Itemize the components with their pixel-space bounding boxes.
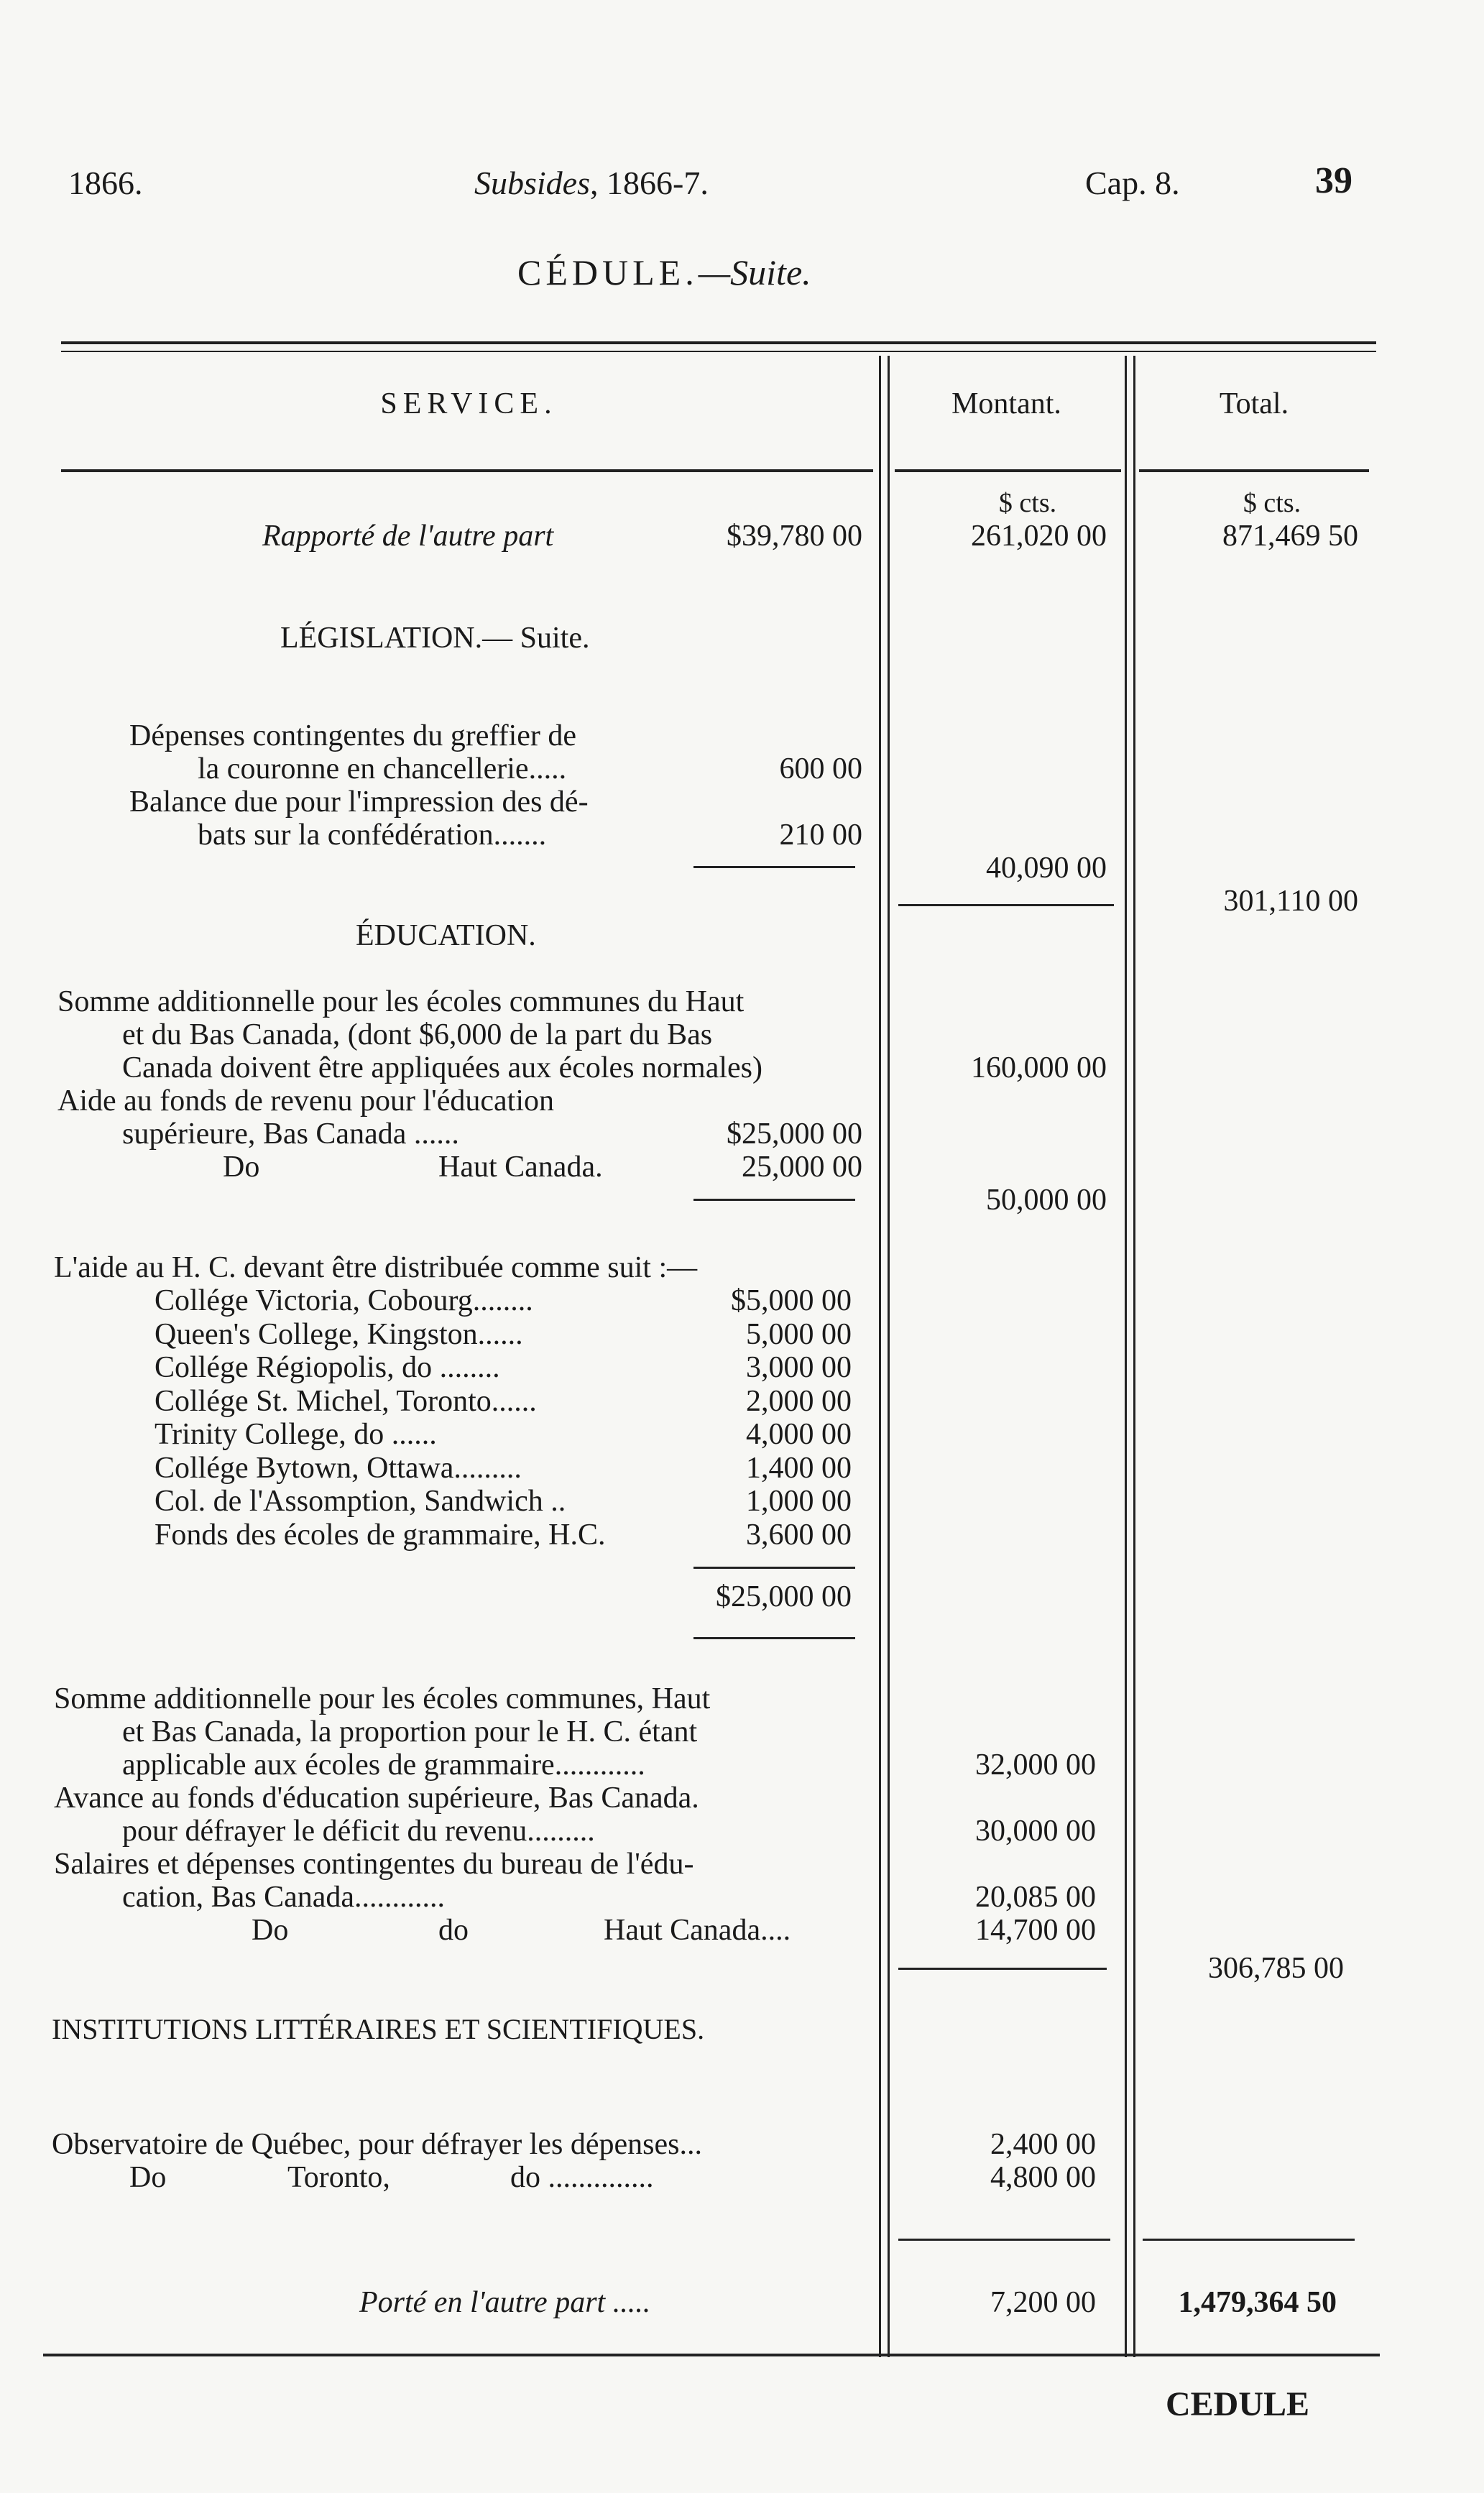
legislation-montant-rule (898, 904, 1114, 906)
carried-in-total: 871,469 50 (1222, 520, 1358, 553)
schedule-title-suffix: —Suite. (698, 252, 811, 292)
header-cap: Cap. 8. (1085, 165, 1180, 201)
college-amount: 1,000 00 (746, 1485, 852, 1518)
header-year: 1866. (68, 165, 143, 201)
institutions-item1-label: Observatoire de Québec, pour défrayer les dépenses... (52, 2128, 702, 2161)
institutions-total-rule (1143, 2239, 1355, 2241)
col-divider-1a (879, 356, 881, 2357)
college-name: Collége Bytown, Ottawa......... (155, 1451, 522, 1485)
education-subtotal-rule (693, 1199, 855, 1201)
schedule-title-main: CÉDULE. (517, 252, 699, 292)
college-name: Collége Victoria, Cobourg........ (155, 1284, 533, 1317)
colleges-bottom-rule (693, 1637, 855, 1639)
education-item2-line2: supérieure, Bas Canada ...... (122, 1118, 459, 1151)
col-divider-1b (888, 356, 890, 2357)
legislation-heading: LÉGISLATION.— Suite. (280, 622, 590, 655)
education-item2-montant: 50,000 00 (986, 1184, 1107, 1217)
institutions-item2-label: Toronto, (287, 2161, 390, 2194)
legislation-item1-line2: la couronne en chancellerie..... (198, 752, 567, 785)
education-item7-do2: do (438, 1914, 469, 1947)
unit-total: $ cts. (1243, 488, 1301, 518)
education-item1-line3: Canada doivent être appliquées aux écoles normales) (122, 1051, 762, 1084)
legislation-total: 301,110 00 (1223, 885, 1358, 918)
education-item5-line1: Avance au fonds d'éducation supérieure, Bas Canada. (54, 1782, 699, 1815)
legislation-item2-amount: 210 00 (779, 819, 862, 852)
legislation-montant: 40,090 00 (986, 852, 1107, 885)
education-item6-line2: cation, Bas Canada............ (122, 1881, 446, 1914)
colleges-top-rule (693, 1567, 855, 1569)
college-name: Collége St. Michel, Toronto...... (155, 1384, 537, 1418)
header-rule-service (61, 469, 873, 472)
college-amount: 5,000 00 (746, 1317, 852, 1351)
education-item2-amount: $25,000 00 (727, 1118, 862, 1151)
education-montant-rule (898, 1968, 1107, 1970)
college-name: Queen's College, Kingston...... (155, 1317, 523, 1351)
college-amount: 3,600 00 (746, 1518, 852, 1552)
education-item7-do: Do (252, 1914, 289, 1947)
college-name: Col. de l'Assomption, Sandwich .. (155, 1485, 566, 1518)
education-item1-montant: 160,000 00 (971, 1051, 1107, 1084)
header-rule-total (1139, 469, 1369, 472)
col-header-service: SERVICE. (380, 387, 558, 420)
legislation-subtotal-rule (693, 866, 855, 868)
college-amount: 2,000 00 (746, 1384, 852, 1418)
institutions-item2-do: Do (129, 2161, 167, 2194)
college-name: Collége Régiopolis, do ........ (155, 1351, 500, 1384)
institutions-item2-montant: 4,800 00 (990, 2161, 1096, 2194)
col-header-total: Total. (1219, 387, 1289, 420)
education-item2-line1: Aide au fonds de revenu pour l'éducation (57, 1084, 555, 1118)
col-header-montant: Montant. (951, 387, 1061, 420)
education-heading: ÉDUCATION. (356, 919, 536, 952)
education-item4-line3: applicable aux écoles de grammaire............ (122, 1748, 645, 1782)
college-amount: 3,000 00 (746, 1351, 852, 1384)
header-title-suffix: , 1866-7. (590, 165, 709, 201)
catchword: CEDULE (1166, 2385, 1310, 2423)
college-amount: 4,000 00 (746, 1418, 852, 1451)
education-item4-line1: Somme additionnelle pour les écoles communes, Haut (54, 1682, 711, 1715)
header-rule-montant (895, 469, 1121, 472)
legislation-item2-line1: Balance due pour l'impression des dé- (129, 785, 589, 819)
institutions-item1-montant: 2,400 00 (990, 2128, 1096, 2161)
college-amount: 1,400 00 (746, 1451, 852, 1485)
college-name: Fonds des écoles de grammaire, H.C. (155, 1518, 606, 1552)
legislation-item1-line1: Dépenses contingentes du greffier de (129, 719, 577, 752)
education-item3-label: Haut Canada. (438, 1151, 603, 1184)
education-item6-montant: 20,085 00 (975, 1881, 1096, 1914)
header-title-main: Subsides (474, 165, 590, 201)
education-item4-montant: 32,000 00 (975, 1748, 1096, 1782)
education-item3-do: Do (223, 1151, 260, 1184)
carried-out-total: 1,479,364 50 (1178, 2286, 1337, 2319)
table-top-rule-2 (61, 351, 1376, 352)
institutions-item2-do2: do .............. (510, 2161, 654, 2194)
col-divider-2b (1133, 356, 1135, 2357)
page-number: 39 (1315, 160, 1352, 201)
col-divider-2a (1125, 356, 1127, 2357)
institutions-montant-rule (898, 2239, 1110, 2241)
legislation-item2-line2: bats sur la confédération....... (198, 819, 547, 852)
college-name: Trinity College, do ...... (155, 1418, 437, 1451)
carried-in-montant: 261,020 00 (971, 520, 1107, 553)
college-amount: $5,000 00 (731, 1284, 852, 1317)
table-bottom-rule (43, 2354, 1380, 2356)
education-item3-amount: 25,000 00 (742, 1151, 862, 1184)
carried-in-label: Rapporté de l'autre part (262, 520, 554, 553)
education-item7-montant: 14,700 00 (975, 1914, 1096, 1947)
legislation-item1-amount: 600 00 (779, 752, 862, 785)
colleges-total: $25,000 00 (716, 1580, 852, 1613)
header-title (474, 164, 709, 202)
carried-out-montant: 7,200 00 (990, 2286, 1096, 2319)
distribution-heading: L'aide au H. C. devant être distribuée comme suit :— (54, 1251, 698, 1284)
education-item6-line1: Salaires et dépenses contingentes du bureau de l'édu- (54, 1848, 694, 1881)
education-item5-line2: pour défrayer le déficit du revenu......... (122, 1815, 595, 1848)
education-item5-montant: 30,000 00 (975, 1815, 1096, 1848)
education-item4-line2: et Bas Canada, la proportion pour le H. C. étant (122, 1715, 698, 1748)
education-total: 306,785 00 (1208, 1952, 1344, 1985)
carried-out-label: Porté en l'autre part ..... (359, 2286, 651, 2319)
education-item7-label: Haut Canada.... (604, 1914, 791, 1947)
carried-in-sub: $39,780 00 (727, 520, 862, 553)
unit-montant: $ cts. (998, 488, 1057, 518)
education-item1-line1: Somme additionnelle pour les écoles communes du Haut (57, 985, 745, 1018)
institutions-heading: INSTITUTIONS LITTÉRAIRES ET SCIENTIFIQUES. (52, 2013, 705, 2045)
education-item1-line2: et du Bas Canada, (dont $6,000 de la part du Bas (122, 1018, 713, 1051)
table-top-rule (61, 341, 1376, 344)
schedule-title (517, 252, 811, 293)
